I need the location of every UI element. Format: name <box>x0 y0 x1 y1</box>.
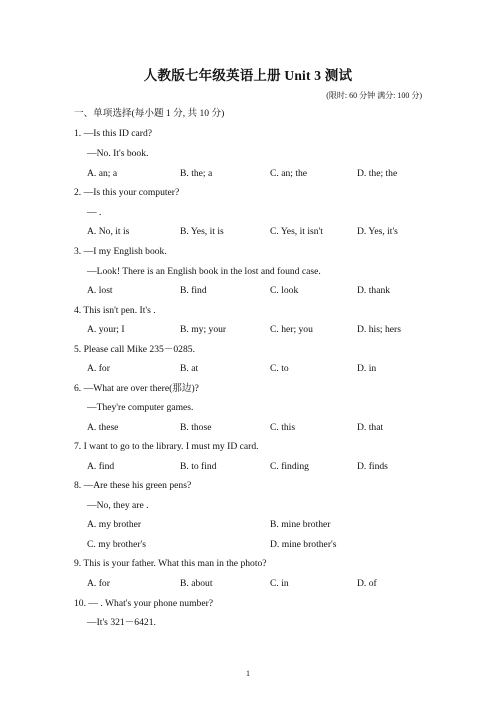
q9-option-c: C. in <box>270 578 289 589</box>
q3-option-d: D. thank <box>357 285 391 296</box>
q7-option-a: A. find <box>87 461 115 472</box>
question-2-response: — . <box>87 207 102 218</box>
question-3-response: —Look! There is an English book in the lost and found case. <box>87 266 321 277</box>
question-4: 4. This isn't pen. It's . <box>74 305 156 316</box>
q6-option-a: A. these <box>87 422 119 433</box>
question-10: 10. — . What's your phone number? <box>74 598 214 609</box>
q7-option-b: B. to find <box>180 461 217 472</box>
q6-option-b: B. those <box>180 422 212 433</box>
time-score-info: (限时: 60 分钟 满分: 100 分) <box>326 91 422 100</box>
q5-option-c: C. to <box>270 363 289 374</box>
question-10-response: —It's 321－6421. <box>87 617 156 628</box>
question-1-response: —No. It's book. <box>87 148 149 159</box>
question-3: 3. —I my English book. <box>74 246 167 257</box>
q9-option-b: B. about <box>180 578 213 589</box>
q4-option-c: C. her; you <box>270 324 313 335</box>
q3-option-c: C. look <box>270 285 299 296</box>
question-8: 8. —Are these his green pens? <box>74 480 192 491</box>
q5-option-a: A. for <box>87 363 110 374</box>
question-5: 5. Please call Mike 235－0285. <box>74 344 195 355</box>
q8-option-b: B. mine brother <box>270 519 331 530</box>
q8-option-d: D. mine brother's <box>270 539 337 550</box>
document-title: 人教版七年级英语上册 Unit 3 测试 <box>143 68 353 83</box>
q5-option-d: D. in <box>357 363 377 374</box>
question-6-response: —They're computer games. <box>87 402 194 413</box>
q8-option-c: C. my brother's <box>87 539 147 550</box>
question-2: 2. —Is this your computer? <box>74 187 180 198</box>
q1-option-b: B. the; a <box>180 168 213 179</box>
q3-option-b: B. find <box>180 285 207 296</box>
q1-option-a: A. an; a <box>87 168 118 179</box>
q1-option-d: D. the; the <box>357 168 398 179</box>
q7-option-c: C. finding <box>270 461 309 472</box>
q2-option-b: B. Yes, it is <box>180 226 224 237</box>
q4-option-b: B. my; your <box>180 324 227 335</box>
q5-option-b: B. at <box>180 363 199 374</box>
q4-option-a: A. your; I <box>87 324 125 335</box>
q2-option-d: D. Yes, it's <box>357 226 398 237</box>
q8-option-a: A. my brother <box>87 519 142 530</box>
q1-option-c: C. an; the <box>270 168 308 179</box>
q2-option-a: A. No, it is <box>87 226 130 237</box>
question-1: 1. —Is this ID card? <box>74 128 153 139</box>
q2-option-c: C. Yes, it isn't <box>270 226 323 237</box>
q6-option-c: C. this <box>270 422 296 433</box>
question-8-response: —No, they are . <box>87 500 149 511</box>
section-heading: 一、单项选择(每小题 1 分, 共 10 分) <box>74 108 225 119</box>
question-7: 7. I want to go to the library. I must my ID card. <box>74 441 259 452</box>
q7-option-d: D. finds <box>357 461 388 472</box>
question-9: 9. This is your father. What this man in the photo? <box>74 558 267 569</box>
q6-option-d: D. that <box>357 422 384 433</box>
q9-option-a: A. for <box>87 578 110 589</box>
q9-option-d: D. of <box>357 578 377 589</box>
q4-option-d: D. his; hers <box>357 324 401 335</box>
q3-option-a: A. lost <box>87 285 113 296</box>
question-6: 6. —What are over there(那边)? <box>74 383 199 394</box>
page-number: 1 <box>246 669 250 678</box>
